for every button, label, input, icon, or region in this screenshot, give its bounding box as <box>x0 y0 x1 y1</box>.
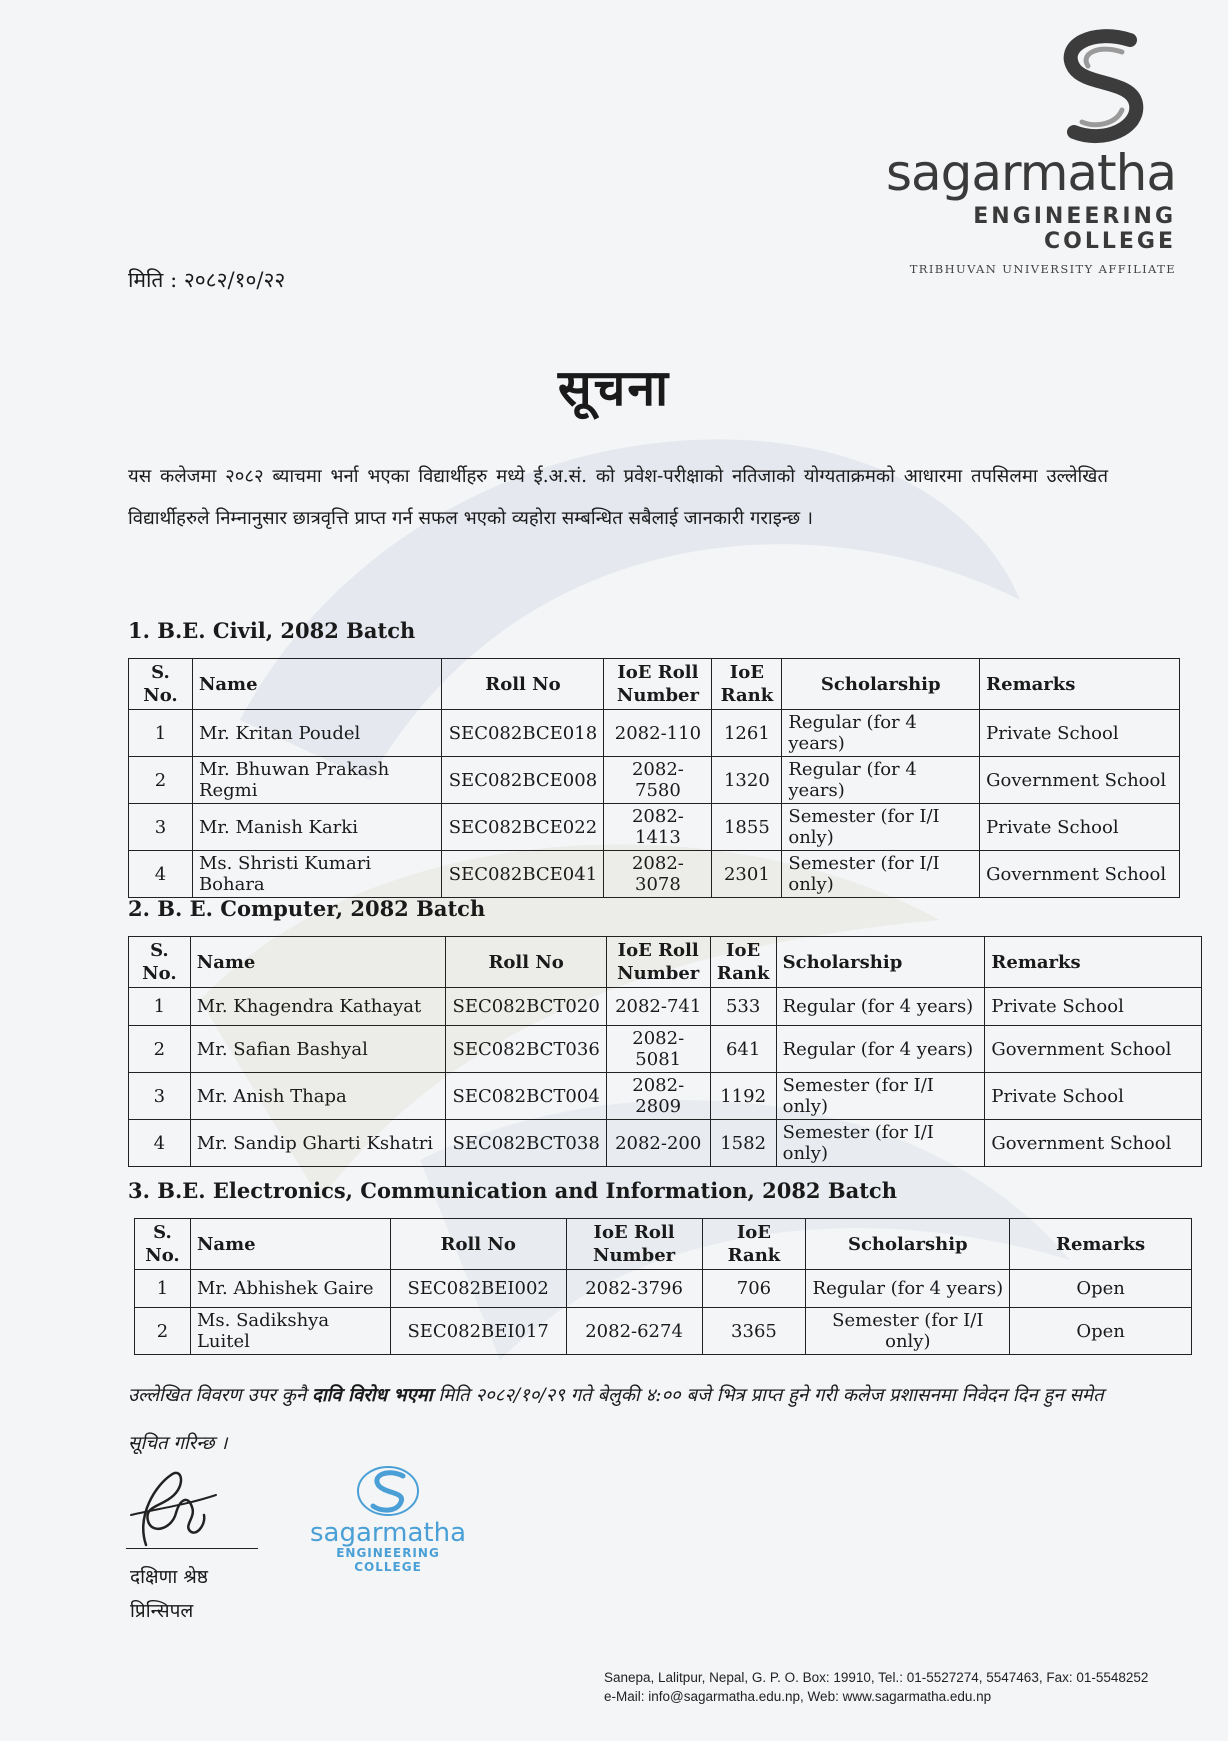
table-computer <box>128 936 1202 1167</box>
stamp-emblem-icon <box>353 1462 423 1520</box>
cell-roll-no: SEC082BCT038 <box>446 1120 606 1167</box>
cell-name: Mr. Sandip Gharti Kshatri <box>190 1120 446 1167</box>
logo-brand-name: sagarmatha <box>885 144 1176 202</box>
college-stamp <box>308 1462 468 1574</box>
cell-roll-no: SEC082BEI017 <box>390 1308 566 1355</box>
section-heading-electronics: 3. B.E. Electronics, Communication and Information, 2082 Batch <box>128 1178 897 1203</box>
column-header: IoE Rank <box>712 659 782 710</box>
notice-date: मिति : २०८२/१०/२२ <box>128 268 286 292</box>
cell-name: Mr. Abhishek Gaire <box>190 1270 390 1308</box>
cell-ioe-roll: 2082-200 <box>606 1120 710 1167</box>
column-header: Scholarship <box>806 1219 1010 1270</box>
notice-text-part1: उल्लेखित विवरण उपर कुनै <box>128 1385 313 1406</box>
cell-roll-no: SEC082BCE008 <box>442 757 604 804</box>
cell-name: Mr. Anish Thapa <box>190 1073 446 1120</box>
notice-title: सूचना <box>557 358 671 417</box>
cell-name: Mr. Bhuwan Prakash Regmi <box>192 757 442 804</box>
intro-paragraph: यस कलेजमा २०८२ ब्याचमा भर्ना भएका विद्यार्थीहरु मध्ये ई.अ.सं. को प्रवेश-परीक्षाको नतिजाको योग्यताक्रमको आधारमा तपसिलमा उल्लेखित विद्यार्थीहरुले निम्नानुसार छात्रवृत्ति प्राप्त गर्न सफल भएको व्यहोरा सम्बन्धित सबैलाई जानकारी गराइन्छ । <box>128 466 1108 529</box>
cell-remarks: Private School <box>980 804 1180 851</box>
column-header: IoE Roll Number <box>566 1219 702 1270</box>
cell-remarks: Private School <box>985 988 1202 1026</box>
cell-roll-no: SEC082BCE022 <box>442 804 604 851</box>
table-header-row <box>129 659 1180 710</box>
cell-ioe-rank: 2301 <box>712 851 782 898</box>
column-header: IoE Roll Number <box>606 937 710 988</box>
cell-ioe-roll: 2082-6274 <box>566 1308 702 1355</box>
cell-roll-no: SEC082BCE041 <box>442 851 604 898</box>
column-header: S. No. <box>135 1219 191 1270</box>
column-header: Remarks <box>1010 1219 1192 1270</box>
cell-roll-no: SEC082BCT004 <box>446 1073 606 1120</box>
table-row <box>129 710 1180 757</box>
cell-ioe-rank: 1320 <box>712 757 782 804</box>
section-heading-civil: 1. B.E. Civil, 2082 Batch <box>128 618 416 643</box>
cell-ioe-roll: 2082-110 <box>604 710 712 757</box>
cell-remarks: Private School <box>985 1073 1202 1120</box>
cell-name: Mr. Safian Bashyal <box>190 1026 446 1073</box>
column-header: Roll No <box>442 659 604 710</box>
cell-ioe-rank: 533 <box>710 988 776 1026</box>
cell-sno: 4 <box>129 851 193 898</box>
column-header: IoE Rank <box>702 1219 806 1270</box>
cell-sno: 1 <box>135 1270 191 1308</box>
logo-emblem-icon <box>1052 28 1152 148</box>
column-header: Name <box>190 937 446 988</box>
page-footer <box>604 1668 1148 1706</box>
table-row <box>129 1073 1202 1120</box>
column-header: Remarks <box>980 659 1180 710</box>
objection-notice <box>128 1372 1128 1468</box>
table-row <box>129 851 1180 898</box>
table-header-row <box>129 937 1202 988</box>
cell-scholarship: Semester (for I/I only) <box>782 804 980 851</box>
cell-ioe-roll: 2082-1413 <box>604 804 712 851</box>
signature-line <box>126 1548 258 1549</box>
cell-ioe-rank: 1855 <box>712 804 782 851</box>
cell-remarks: Government School <box>985 1026 1202 1073</box>
cell-ioe-roll: 2082-741 <box>606 988 710 1026</box>
cell-remarks: Government School <box>985 1120 1202 1167</box>
college-logo <box>876 28 1176 276</box>
cell-sno: 4 <box>129 1120 191 1167</box>
column-header: Scholarship <box>776 937 985 988</box>
cell-name: Mr. Khagendra Kathayat <box>190 988 446 1026</box>
column-header: Roll No <box>390 1219 566 1270</box>
cell-ioe-roll: 2082-5081 <box>606 1026 710 1073</box>
cell-roll-no: SEC082BCT020 <box>446 988 606 1026</box>
column-header: Remarks <box>985 937 1202 988</box>
cell-name: Ms. Shristi Kumari Bohara <box>192 851 442 898</box>
cell-ioe-roll: 2082-2809 <box>606 1073 710 1120</box>
table-civil <box>128 658 1180 898</box>
cell-roll-no: SEC082BEI002 <box>390 1270 566 1308</box>
cell-roll-no: SEC082BCE018 <box>442 710 604 757</box>
column-header: Name <box>190 1219 390 1270</box>
cell-ioe-rank: 1192 <box>710 1073 776 1120</box>
column-header: Roll No <box>446 937 606 988</box>
table-row <box>129 757 1180 804</box>
cell-name: Ms. Sadikshya Luitel <box>190 1308 390 1355</box>
stamp-brand-name: sagarmatha <box>309 1518 466 1548</box>
cell-roll-no: SEC082BCT036 <box>446 1026 606 1073</box>
handwritten-signature <box>126 1455 226 1555</box>
notice-text-bold: दावि विरोध भएमा <box>312 1385 433 1406</box>
cell-scholarship: Semester (for I/I only) <box>776 1073 985 1120</box>
logo-brand-subtitle: ENGINEERING COLLEGE <box>973 204 1176 254</box>
cell-ioe-rank: 1582 <box>710 1120 776 1167</box>
cell-scholarship: Semester (for I/I only) <box>776 1120 985 1167</box>
cell-remarks: Government School <box>980 757 1180 804</box>
cell-scholarship: Regular (for 4 years) <box>806 1270 1010 1308</box>
cell-scholarship: Regular (for 4 years) <box>782 710 980 757</box>
logo-affiliation: TRIBHUVAN UNIVERSITY AFFILIATE <box>909 262 1176 276</box>
cell-scholarship: Regular (for 4 years) <box>782 757 980 804</box>
table-row <box>135 1270 1192 1308</box>
table-electronics <box>134 1218 1192 1355</box>
cell-scholarship: Semester (for I/I only) <box>806 1308 1010 1355</box>
cell-sno: 2 <box>135 1308 191 1355</box>
cell-ioe-roll: 2082-3078 <box>604 851 712 898</box>
table-header-row <box>135 1219 1192 1270</box>
cell-ioe-rank: 641 <box>710 1026 776 1073</box>
footer-address: Sanepa, Lalitpur, Nepal, G. P. O. Box: 19910, Tel.: 01-5527274, 5547463, Fax: 01-5548252 <box>604 1670 1149 1685</box>
cell-ioe-rank: 1261 <box>712 710 782 757</box>
cell-scholarship: Semester (for I/I only) <box>782 851 980 898</box>
table-row <box>129 1026 1202 1073</box>
cell-remarks: Government School <box>980 851 1180 898</box>
cell-ioe-roll: 2082-3796 <box>566 1270 702 1308</box>
table-row <box>135 1308 1192 1355</box>
column-header: Name <box>192 659 442 710</box>
column-header: S. No. <box>129 937 191 988</box>
column-header: IoE Rank <box>710 937 776 988</box>
table-row <box>129 1120 1202 1167</box>
cell-remarks: Private School <box>980 710 1180 757</box>
cell-remarks: Open <box>1010 1308 1192 1355</box>
cell-ioe-rank: 3365 <box>702 1308 806 1355</box>
column-header: IoE Roll Number <box>604 659 712 710</box>
cell-scholarship: Regular (for 4 years) <box>776 1026 985 1073</box>
cell-ioe-rank: 706 <box>702 1270 806 1308</box>
cell-sno: 3 <box>129 1073 191 1120</box>
column-header: S. No. <box>129 659 193 710</box>
cell-sno: 2 <box>129 757 193 804</box>
cell-name: Mr. Manish Karki <box>192 804 442 851</box>
column-header: Scholarship <box>782 659 980 710</box>
cell-ioe-roll: 2082-7580 <box>604 757 712 804</box>
stamp-brand-subtitle: ENGINEERING COLLEGE <box>336 1546 440 1574</box>
cell-sno: 1 <box>129 710 193 757</box>
notice-text-part2: मिति २०८२/१०/२९ गते बेलुकी ४:०० बजे भित्र प्राप्त हुने गरी कलेज प्रशासनमा निवेदन दिन हुन समेत सूचित गरिन्छ । <box>128 1385 1104 1454</box>
signer-name: दक्षिणा श्रेष्ठ <box>130 1566 208 1588</box>
footer-contact: e-Mail: info@sagarmatha.edu.np, Web: www.sagarmatha.edu.np <box>604 1689 992 1704</box>
cell-sno: 2 <box>129 1026 191 1073</box>
cell-remarks: Open <box>1010 1270 1192 1308</box>
cell-sno: 3 <box>129 804 193 851</box>
signer-block <box>130 1560 208 1628</box>
signer-designation: प्रिन्सिपल <box>130 1600 194 1622</box>
section-heading-computer: 2. B. E. Computer, 2082 Batch <box>128 896 486 921</box>
cell-name: Mr. Kritan Poudel <box>192 710 442 757</box>
cell-sno: 1 <box>129 988 191 1026</box>
table-row <box>129 804 1180 851</box>
table-row <box>129 988 1202 1026</box>
cell-scholarship: Regular (for 4 years) <box>776 988 985 1026</box>
